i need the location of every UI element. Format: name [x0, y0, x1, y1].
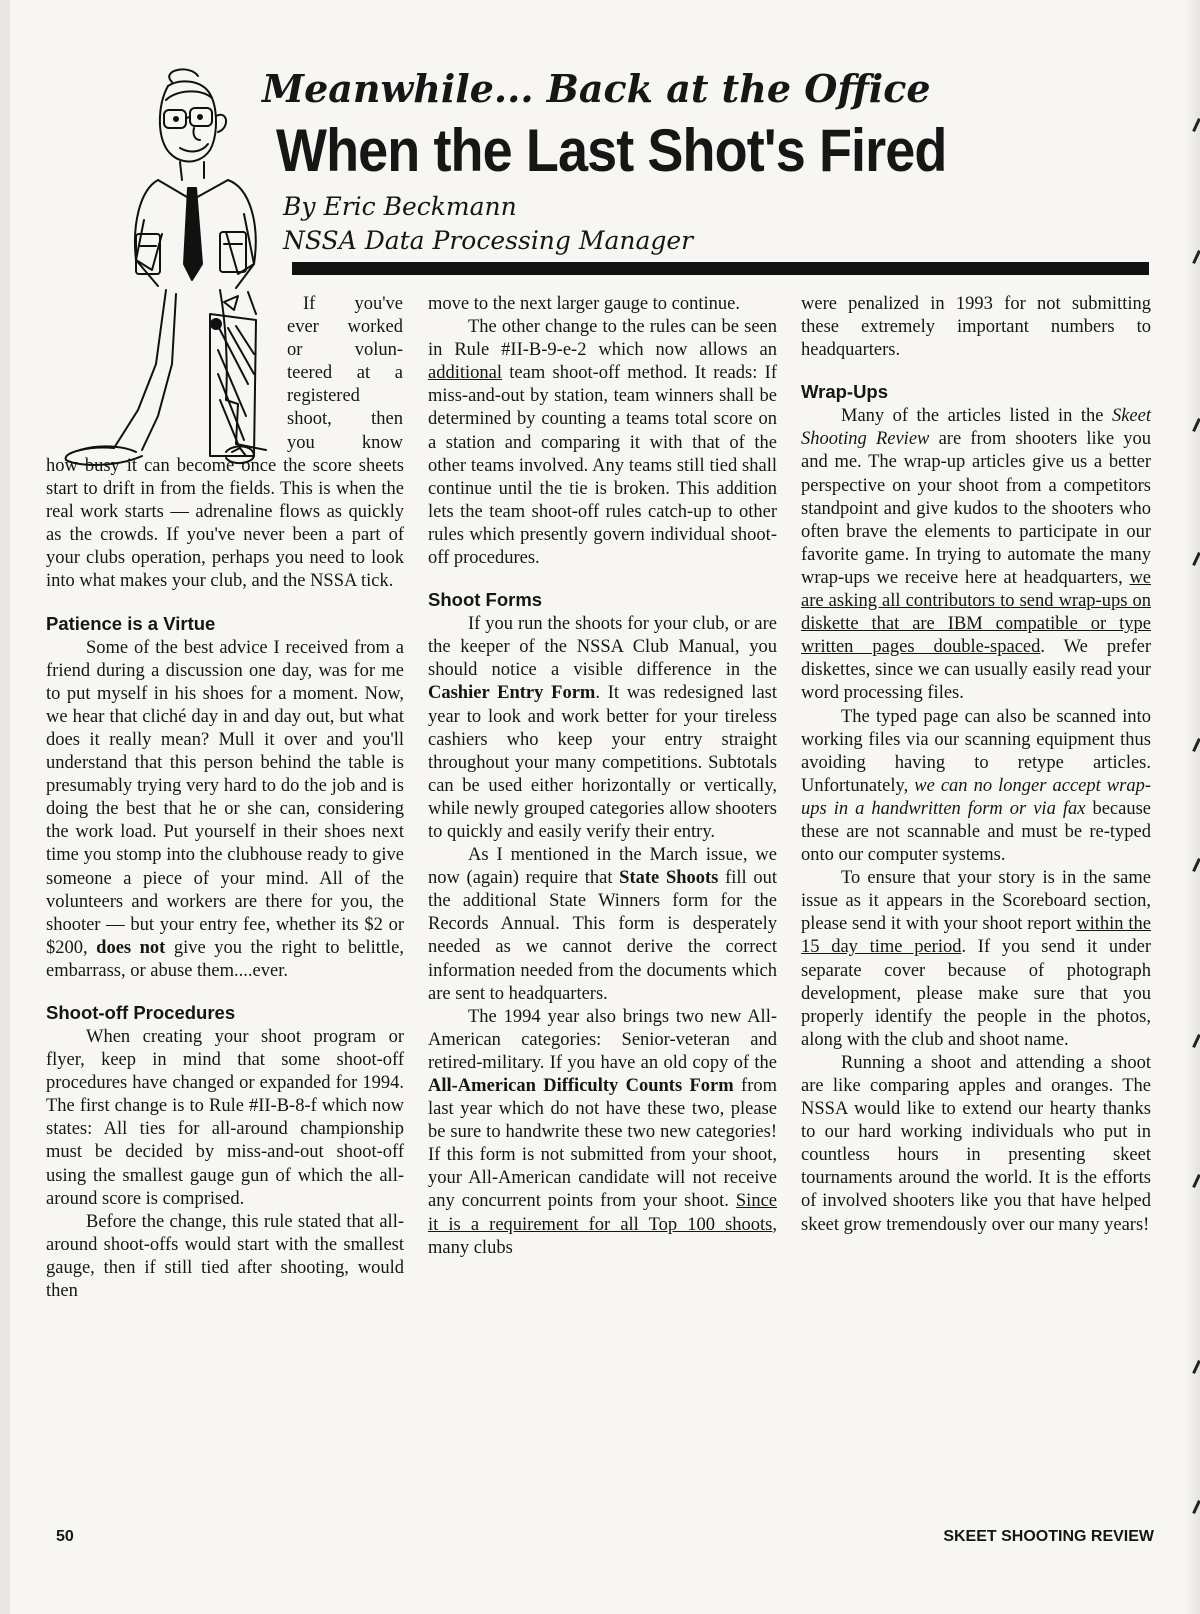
section-heading-patience: Patience is a Virtue [46, 612, 216, 634]
magazine-name: SKEET SHOOTING REVIEW [943, 1528, 1154, 1545]
section-heading-wrap-ups: Wrap-Ups [801, 381, 889, 403]
byline [283, 190, 693, 258]
lead-line: or volun- [287, 340, 403, 361]
column-2 [428, 293, 777, 1260]
header-rule [292, 262, 1149, 275]
shoot-forms-paragraph: The 1994 year also brings two new All-American categories: Senior-veteran and retired-military. If you have an old copy of the All-American Difficulty Counts Form from last year which do not have these two, please be sure to handwrite these two new categories! If this form is not submitted from your shoot, your All-American candidate will not receive any concurrent points from your shoot. Since it is a requirement for all Top 100 shoots, many clubs [428, 1006, 777, 1258]
lead-line: teered at a [287, 363, 403, 384]
article-kicker: Meanwhile... Back at the Office [262, 66, 931, 111]
page-number: 50 [56, 1528, 74, 1545]
wrap-ups-paragraph: The typed page can also be scanned into working files via our scanning equipment thus avoiding having to retype articles. Unfortunately, we can no longer accept wrap-ups in a handwritten form or via fax because these are not scannable and must be re-typed onto our computer systems. [801, 706, 1151, 866]
wrap-ups-paragraph: Many of the articles listed in the Skeet Shooting Review are from shooters like you and me. The wrap-up articles give us a better perspective on your shoot from a competitors standpoint and give kudos to the shooters who often brave the elements to participate in our favorite game. In trying to automate the many wrap-ups we receive here at headquarters, we are asking all contributors to send wrap-ups on diskette that are IBM compatible or type written pages double-spaced. We prefer diskettes, since we can usually easily read your word processing files. [801, 406, 1152, 704]
rules-paragraph: The other change to the rules can be seen in Rule #II-B-9-e-2 which now allows an additional team shoot-off method. It reads: If miss-and-out by station, team winners shall be determined by counting a teams total score on a station and comparing it with that of the other teams involved. Any teams still tied shall continue until the tie is broken. This addition lets the team shoot-off rules catch-up to other rules which presently govern individual shoot-off procedures. [428, 317, 777, 569]
byline-author: By Eric Beckmann [283, 192, 517, 221]
byline-title: NSSA Data Processing Manager [283, 226, 694, 255]
page-edge-left [0, 0, 10, 1614]
closing-paragraph: Running a shoot and attending a shoot are like comparing apples and oranges. The NSSA would like to extend our hearty thanks to our hard working individuals who put in countless hours in presenting skeet tournaments around the world. It is the efforts of involved shooters like you that have helped skeet grow tremendously over our many years! [801, 1052, 1151, 1235]
shoot-forms-paragraph: If you run the shoots for your club, or are the keeper of the NSSA Club Manual, you should notice a visible difference in the Cashier Entry Form. It was redesigned last year to look and work better for your tireless cashiers who keep your entry straight throughout your many competitions. Subtotals can be used either horizontally or vertically, while newly grouped categories allow shooters to quickly and easily verify their entry. [428, 614, 777, 842]
column-1 [46, 455, 404, 1303]
section-heading-shoot-forms: Shoot Forms [428, 589, 543, 611]
wrap-ups-paragraph: To ensure that your story is in the same issue as it appears in the Scoreboard section, please send it with your shoot report within the 15 day time period. If you send it under separate cover because of photograph development, please make sure that you properly identify the people in the photos, along with the club and shoot name. [801, 868, 1151, 1050]
article-headline: When the Last Shot's Fired [276, 117, 947, 184]
patience-paragraph: Some of the best advice I received from a friend during a discussion one day, was for me to put myself in his shoes for a moment. Now, we hear that cliché day in and day out, but what does it really mean? Mull it over and you'll understand that this person behind the table is presumably trying very hard to do the job and is doing the best that he or she can, considering the work load. Put yourself in their shoes next time you stomp into the clubhouse ready to give someone a piece of your mind. All of the volunteers and workers are there for you, the shooter — but your entry fee, whether its $2 or $200, does not give you the right to belittle, embarrass, or abuse them....ever. [46, 637, 405, 981]
column-3 [801, 293, 1151, 1237]
rules-paragraph: move to the next larger gauge to continue. [428, 294, 741, 314]
lead-line: If you've [303, 294, 403, 314]
section-heading-shoot-off: Shoot-off Procedures [46, 1001, 236, 1023]
lead-line: shoot, then [287, 409, 403, 430]
lead-line: you know [287, 432, 403, 453]
intro-lead-lines [287, 293, 403, 455]
lead-line: ever worked [287, 317, 403, 338]
intro-paragraph: how busy it can become once the score sheets start to drift in from the fields. This is when the real work starts — adrenaline flows as quickly as the crowds. If you've never been a part of your clubs operation, perhaps you need to look into what makes your club, and the NSSA tick. [46, 456, 404, 592]
shoot-off-paragraph: Before the change, this rule stated that all-around shoot-offs would start with the smallest gauge, then if still tied after shooting, would then [46, 1211, 404, 1301]
shoot-forms-paragraph: As I mentioned in the March issue, we now (again) require that State Shoots fill out the additional State Winners form for the Records Annual. This form is desperately needed as we cannot derive the correct information needed from the documents which are sent to headquarters. [428, 845, 778, 1004]
lead-line: registered [287, 386, 360, 407]
shoot-off-paragraph: When creating your shoot program or flyer, keep in mind that some shoot-off procedures have changed or expanded for 1994. The first change is to Rule #II-B-8-f which now states: All ties for all-around championship must be decided by miss-and-out shoot-off using the smallest gauge gun of which the all-around score is comprised. [46, 1026, 404, 1209]
penalty-paragraph: were penalized in 1993 for not submitting these extremely important numbers to headquarters. [801, 294, 1151, 361]
